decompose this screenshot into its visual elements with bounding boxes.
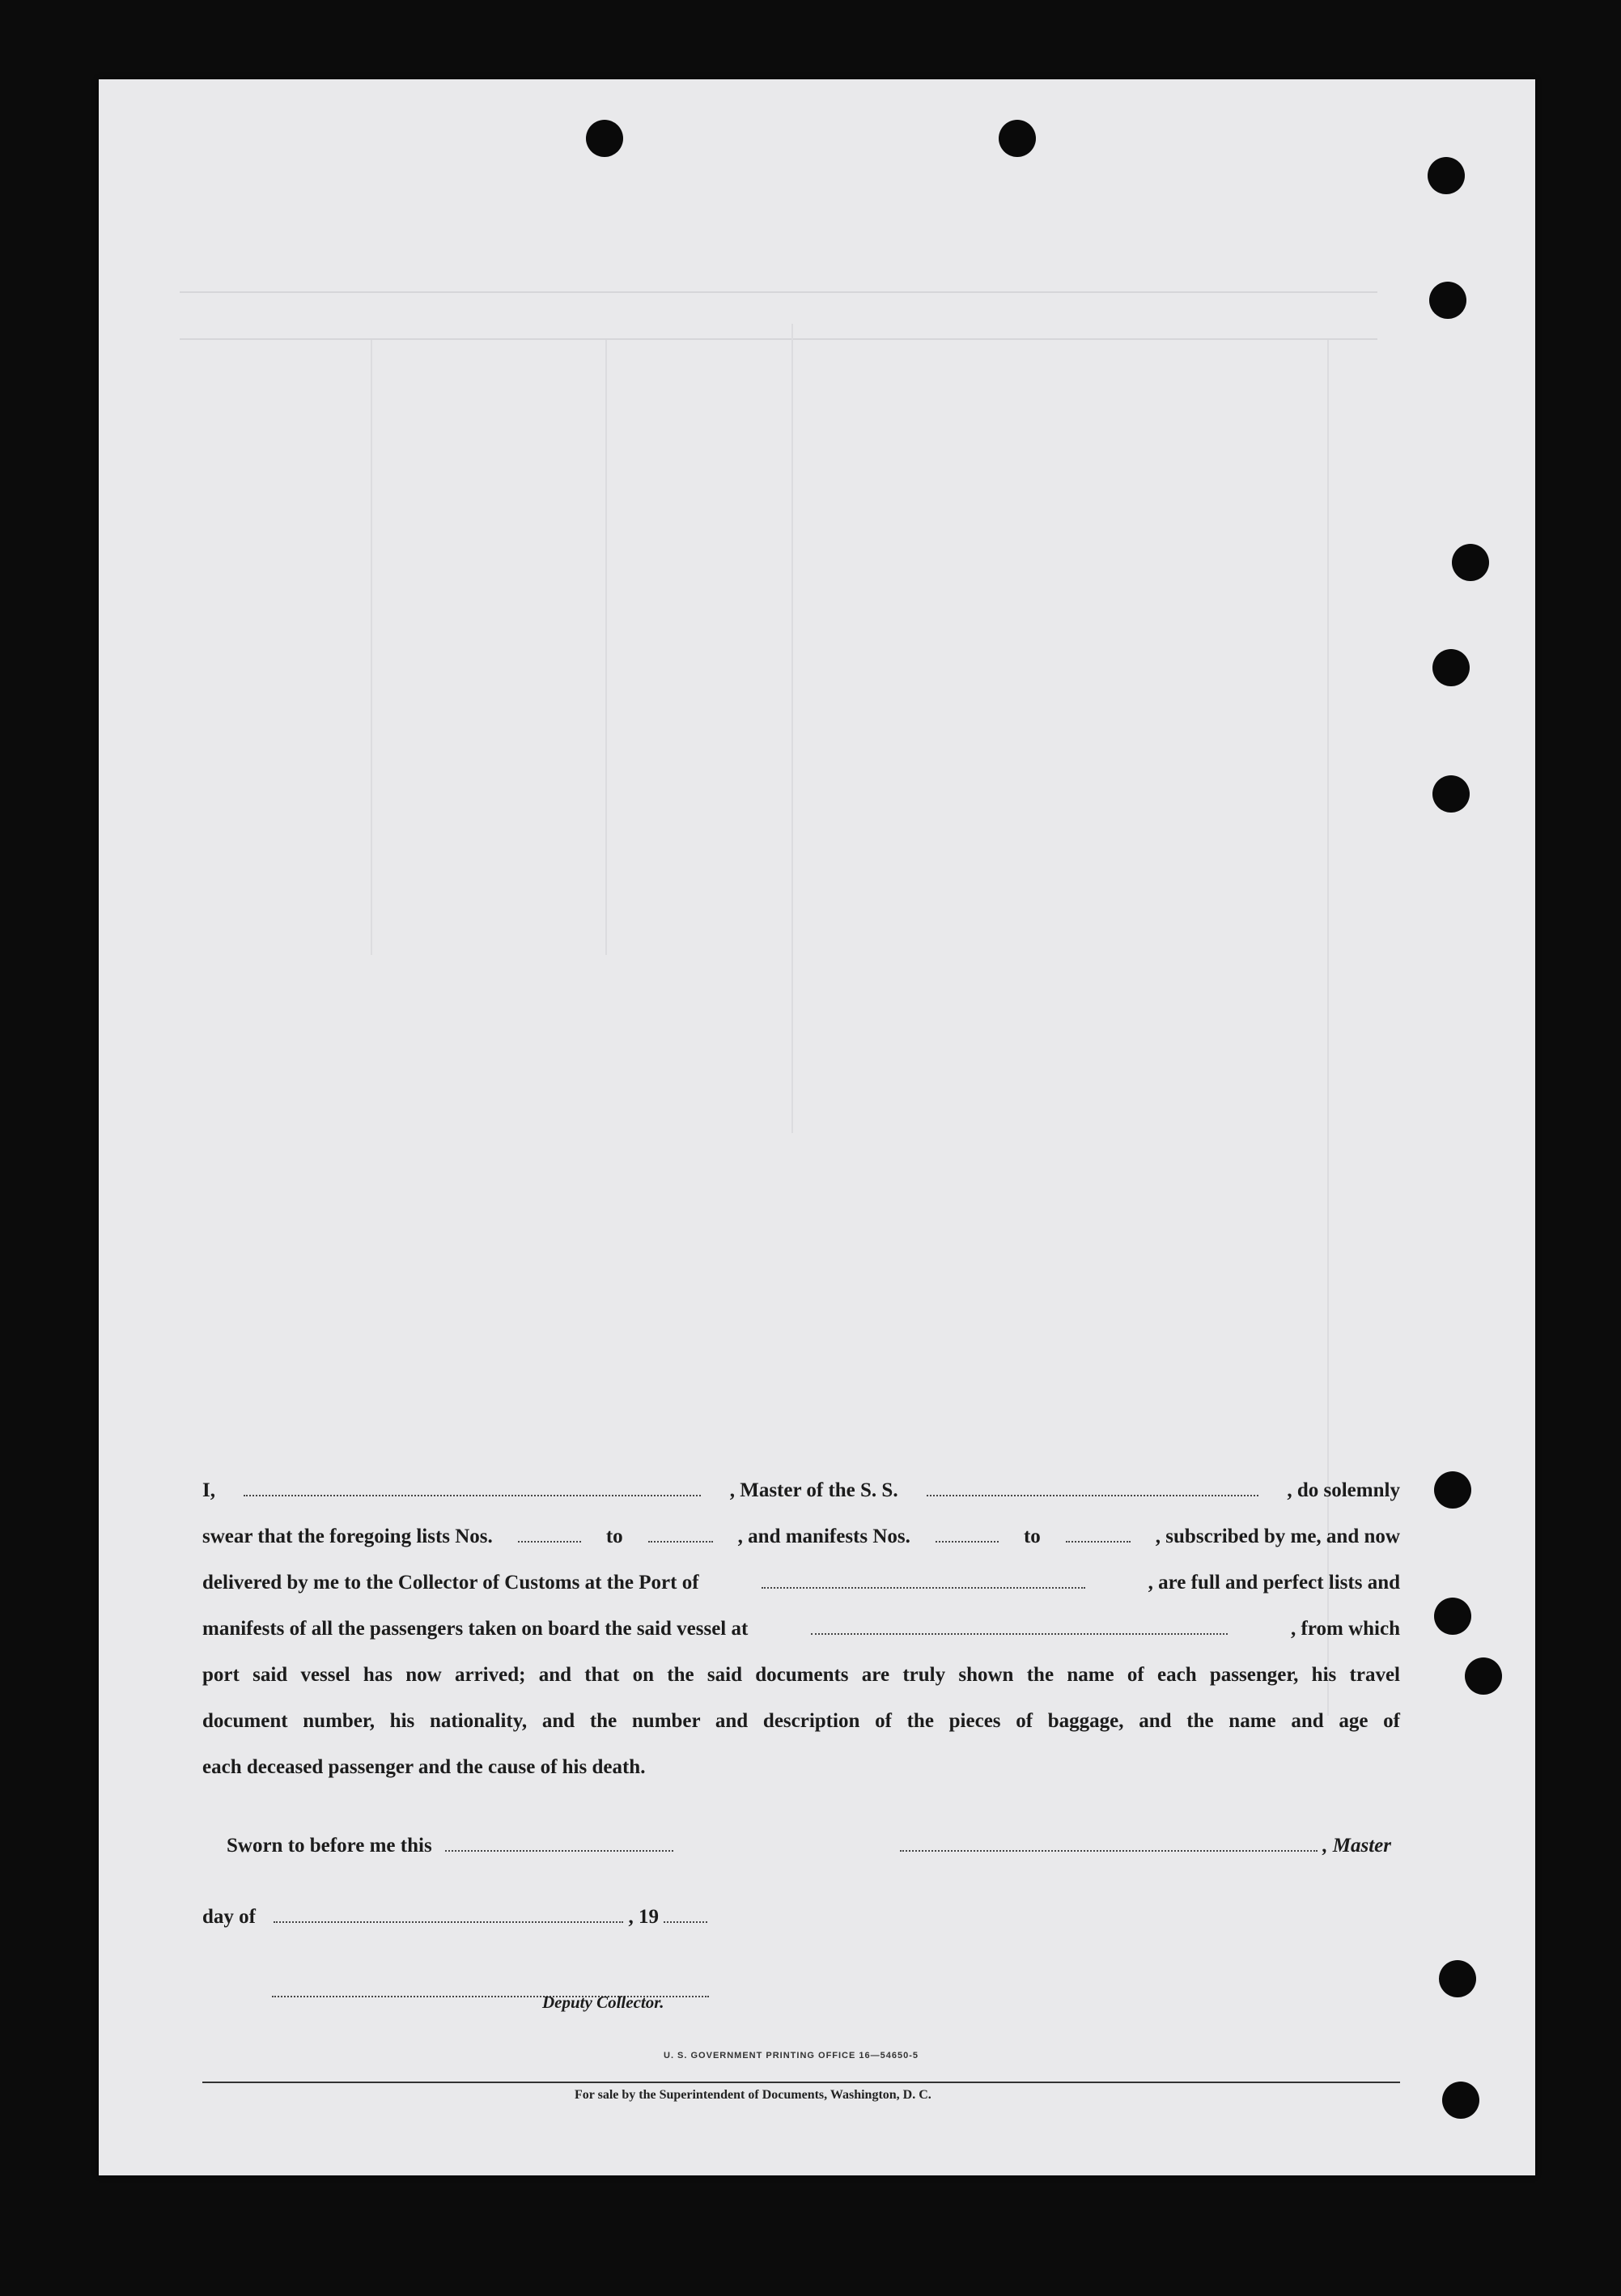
manifests-to-blank[interactable]	[1066, 1523, 1131, 1543]
day-of-label: day of	[202, 1906, 256, 1928]
punch-hole	[1432, 775, 1470, 813]
sworn-day-blank[interactable]	[445, 1832, 673, 1852]
oath-text: manifests of all the passengers taken on board the said vessel at	[202, 1618, 749, 1640]
vessel-name-blank[interactable]	[927, 1477, 1258, 1496]
embarkation-port-blank[interactable]	[811, 1615, 1228, 1635]
gpo-imprint: U. S. GOVERNMENT PRINTING OFFICE 16—54650-5	[664, 2051, 919, 2060]
oath-line-3	[202, 1567, 1400, 1599]
oath-text: , are full and perfect lists and	[1148, 1572, 1400, 1594]
for-sale-note: For sale by the Superintendent of Documents, Washington, D. C.	[575, 2088, 931, 2102]
punch-hole	[1452, 544, 1489, 581]
day-of-row	[202, 1903, 707, 1929]
oath-text: , subscribed by me, and now	[1155, 1526, 1400, 1547]
oath-text: to	[1023, 1526, 1041, 1547]
deputy-collector-label: Deputy Collector.	[542, 1993, 664, 2012]
punch-hole	[1439, 1960, 1476, 1997]
oath-line-2	[202, 1521, 1400, 1553]
punch-hole	[1434, 1471, 1471, 1509]
year-prefix: , 19	[628, 1906, 659, 1928]
punch-hole	[999, 120, 1036, 157]
oath-text: document number, his nationality, and the number and description of the pieces of baggage, and the name and age of	[202, 1710, 1400, 1732]
manifest-page	[99, 79, 1535, 2175]
oath-text: , do solemnly	[1287, 1479, 1400, 1501]
lists-to-blank[interactable]	[648, 1523, 713, 1543]
punch-hole	[1432, 649, 1470, 686]
port-blank[interactable]	[762, 1569, 1085, 1589]
oath-text: each deceased passenger and the cause of his death.	[202, 1756, 646, 1778]
oath-text: , from which	[1291, 1618, 1400, 1640]
manifests-from-blank[interactable]	[936, 1523, 999, 1543]
punch-hole	[586, 120, 623, 157]
footer-rule	[202, 2082, 1400, 2083]
sworn-before-row	[227, 1832, 673, 1857]
ghost-column-rule	[1327, 340, 1329, 1716]
oath-line-7	[202, 1751, 1400, 1784]
sworn-before-label: Sworn to before me this	[227, 1835, 432, 1857]
year-blank[interactable]	[664, 1903, 707, 1923]
oath-text: , and manifests Nos.	[737, 1526, 910, 1547]
ghost-rule	[180, 338, 1377, 340]
oath-line-5	[202, 1659, 1400, 1691]
master-name-blank[interactable]	[244, 1477, 701, 1496]
oath-text: swear that the foregoing lists Nos.	[202, 1526, 493, 1547]
oath-line-4	[202, 1613, 1400, 1645]
lists-from-blank[interactable]	[518, 1523, 581, 1543]
ghost-column-rule	[791, 324, 793, 1133]
oath-line-6	[202, 1705, 1400, 1738]
master-signature-row	[900, 1832, 1391, 1857]
ghost-column-rule	[371, 340, 372, 955]
punch-hole	[1434, 1598, 1471, 1635]
punch-hole	[1428, 157, 1465, 194]
oath-text: to	[605, 1526, 623, 1547]
oath-text: port said vessel has now arrived; and that on the said documents are truly shown the name of each passenger, his travel	[202, 1664, 1400, 1686]
ghost-column-rule	[605, 340, 607, 955]
oath-text: delivered by me to the Collector of Customs at the Port of	[202, 1572, 699, 1594]
oath-line-1	[202, 1475, 1400, 1507]
oath-text: I,	[202, 1479, 215, 1501]
master-label: , Master	[1322, 1835, 1391, 1857]
punch-hole	[1465, 1657, 1502, 1695]
oath-text: , Master of the S. S.	[729, 1479, 898, 1501]
ghost-rule	[180, 291, 1377, 293]
master-signature-blank[interactable]	[900, 1832, 1318, 1852]
punch-hole	[1442, 2082, 1479, 2119]
punch-hole	[1429, 282, 1466, 319]
month-blank[interactable]	[274, 1903, 623, 1923]
